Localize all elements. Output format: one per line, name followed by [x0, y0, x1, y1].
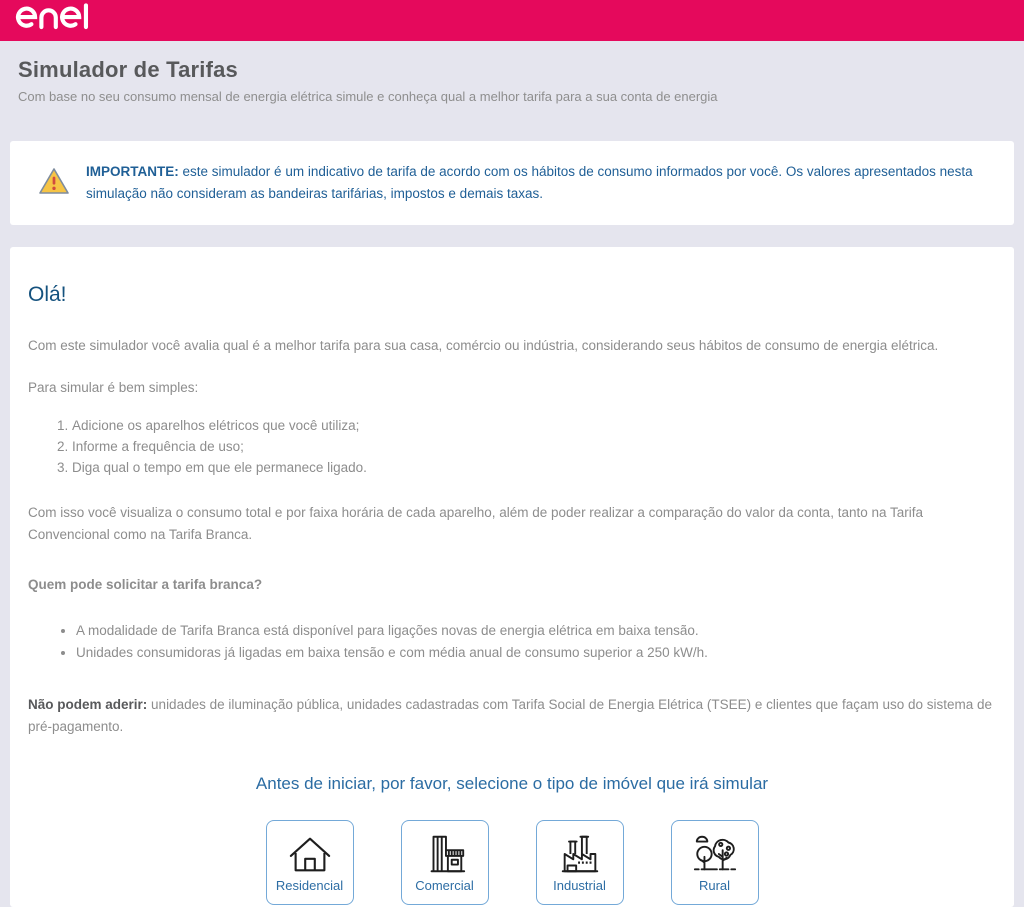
list-item: 2. Informe a frequência de uso;: [72, 436, 996, 457]
commercial-button[interactable]: [401, 820, 489, 905]
restriction-label: Não podem aderir:: [28, 697, 148, 712]
page-heading: [10, 57, 1014, 104]
house-icon: [287, 831, 333, 877]
rural-button[interactable]: [671, 820, 759, 905]
list-item: • Unidades consumidoras já ligadas em baixa tensão e com média anual de consumo superior a 250 kW/h.: [76, 642, 996, 664]
intro-paragraph-1: Com este simulador você avalia qual é a melhor tarifa para sua casa, comércio ou indústria, considerando seus hábitos de consumo de energia elétrica.: [28, 338, 939, 353]
important-notice-label: IMPORTANTE:: [86, 164, 179, 179]
important-notice-text: IMPORTANTE: este simulador é um indicativo de tarifa de acordo com os hábitos de consumo informados por você. Os valores apresentados nesta simulação não consideram as bandeiras tarifárias, impostos e demais taxas.: [86, 164, 973, 201]
property-type-label: Rural: [698, 878, 731, 893]
greeting-heading: Olá!: [28, 283, 67, 306]
simulator-intro-card: [10, 247, 1014, 907]
list-item: 1. Adicione os aparelhos elétricos que você utiliza;: [72, 415, 996, 436]
industrial-button[interactable]: [536, 820, 624, 905]
warning-triangle-icon: [38, 166, 70, 201]
factory-icon: [557, 831, 603, 877]
page-subtitle: Com base no seu consumo mensal de energia elétrica simule e conheça qual a melhor tarifa para a sua conta de energia: [18, 89, 718, 104]
intro-paragraph-3: Com isso você visualiza o consumo total e por faixa horária de cada aparelho, além de poder realizar a comparação do valor da conta, tanto na Tarifa Convencional como na Tarifa Branca.: [28, 505, 924, 542]
app-header: [0, 0, 1024, 41]
property-type-prompt: Antes de iniciar, por favor, selecione o tipo de imóvel que irá simular: [255, 774, 769, 793]
tree-icon: [692, 831, 738, 877]
page-title: Simulador de Tarifas: [18, 57, 238, 82]
list-item: 3. Diga qual o tempo em que ele permanece ligado.: [72, 457, 996, 478]
restriction-paragraph: Não podem aderir: unidades de iluminação pública, unidades cadastradas com Tarifa Social de Energia Elétrica (TSEE) e clientes que façam uso do sistema de pré-pagamento.: [28, 697, 993, 734]
simulation-steps-list: [28, 415, 996, 478]
intro-paragraph-2: Para simular é bem simples:: [28, 380, 199, 395]
residential-button[interactable]: [266, 820, 354, 905]
list-item: • A modalidade de Tarifa Branca está disponível para ligações novas de energia elétrica em baixa tensão.: [76, 620, 996, 642]
white-tariff-eligibility-list: [28, 620, 996, 664]
enel-logo-icon: [10, 0, 98, 41]
property-type-buttons: [28, 820, 996, 905]
property-type-label: Comercial: [415, 878, 474, 893]
property-type-label: Industrial: [553, 878, 606, 893]
property-type-label: Residencial: [275, 878, 344, 893]
white-tariff-question: Quem pode solicitar a tarifa branca?: [28, 577, 263, 592]
important-notice-card: [10, 141, 1014, 225]
store-icon: [422, 831, 468, 877]
